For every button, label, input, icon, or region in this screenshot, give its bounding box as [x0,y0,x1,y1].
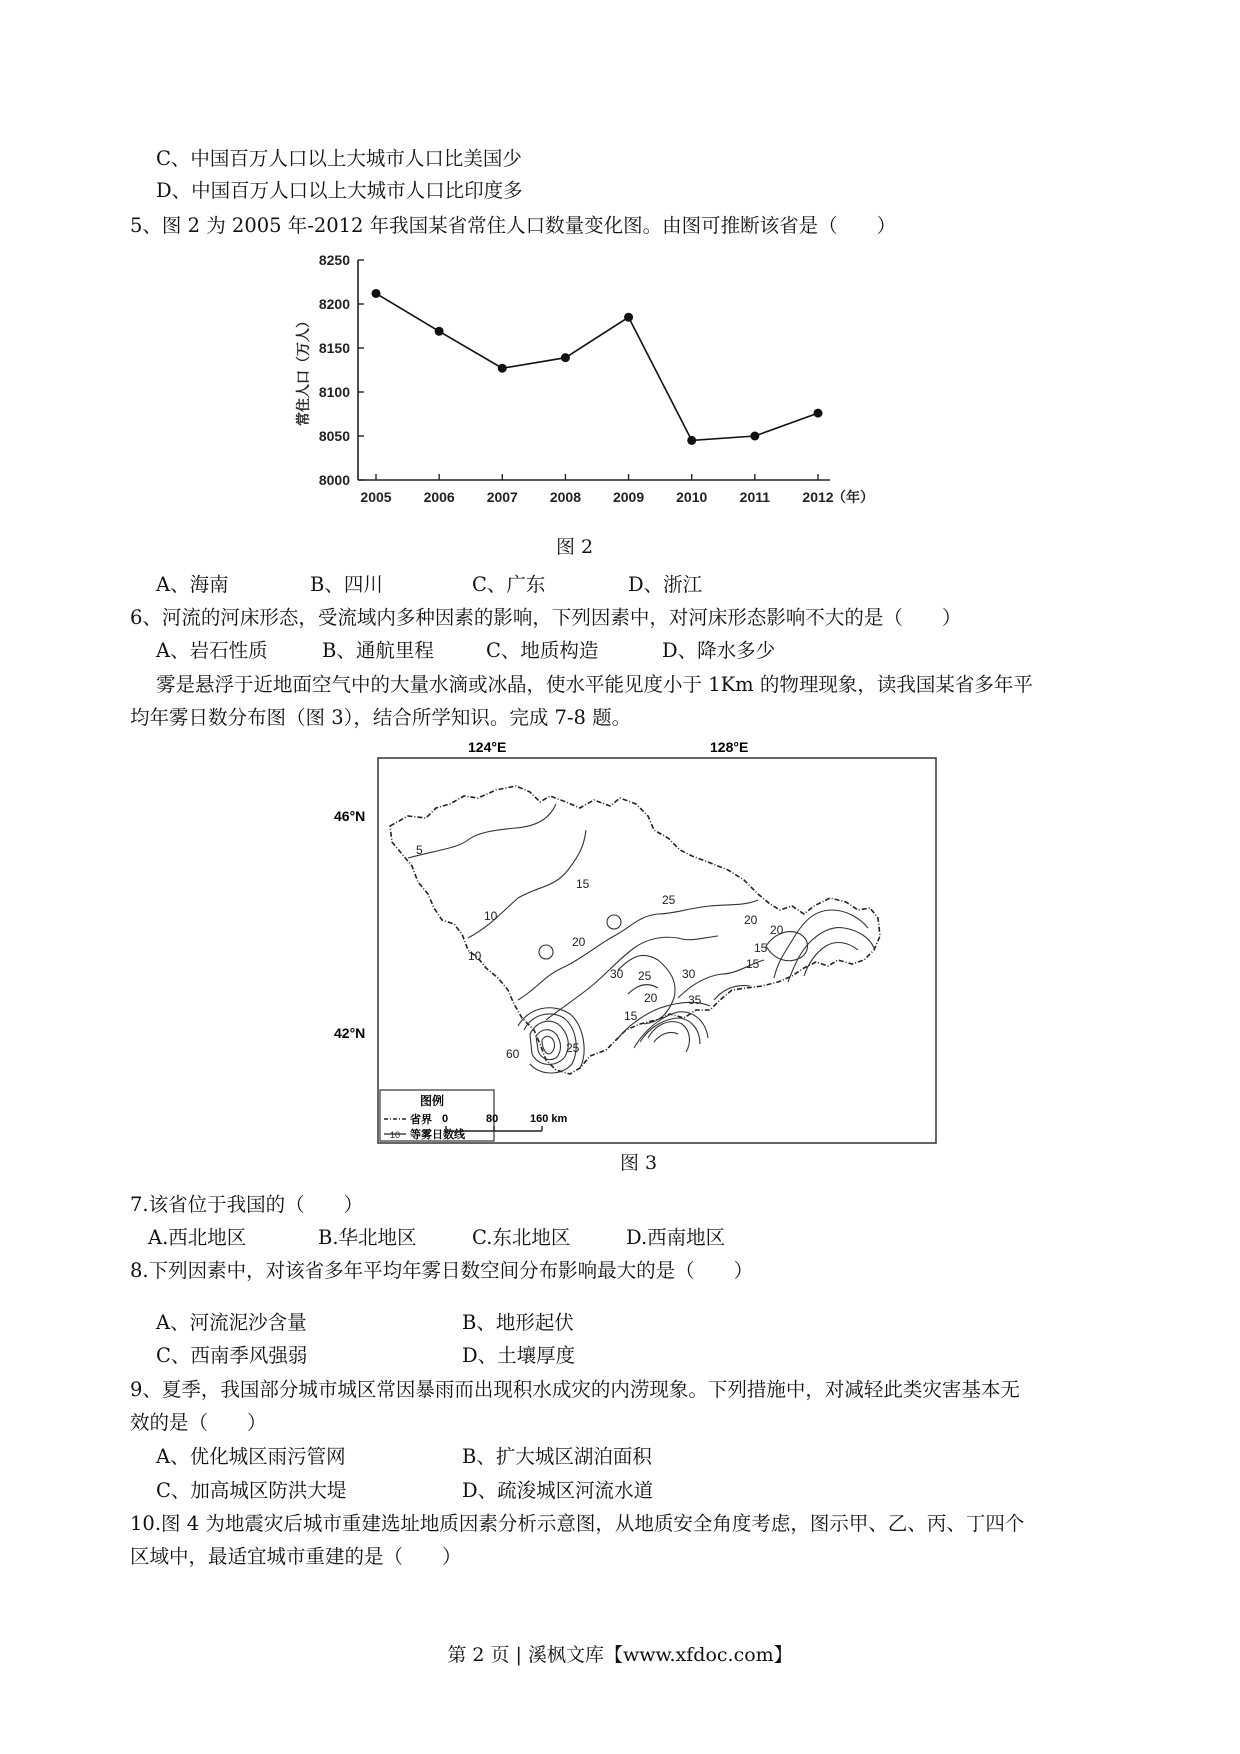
data-point [624,313,633,322]
lat-label-46: 46°N [334,808,366,824]
isoline-label: 20 [770,923,784,937]
chart-y-axis-label: 常住人口（万人） [295,314,311,426]
q9-stem-line-2: 效的是（ ） [130,1411,267,1434]
x-tick-label: 2011 [739,489,771,505]
x-tick-label: 2009 [612,489,645,505]
page-footer: 第 2 页 | 溪枫文库【www.xfdoc.com】 [447,1644,793,1666]
x-tick-label: 2008 [549,489,582,505]
chart-axes [358,260,830,480]
q5-option-c: C、广东 [472,573,546,596]
x-tick-label: 2012 [802,489,834,505]
legend-isoline-label: 等雾日数线 [410,1129,465,1141]
y-tick-label: 8000 [318,472,350,488]
figure-2-caption: 图 2 [556,536,594,558]
passage-line-2: 均年雾日数分布图（图 3），结合所学知识。完成 7-8 题。 [130,706,632,729]
q5-option-a: A、海南 [156,573,229,596]
q9-stem-line-1: 9、夏季，我国部分城市城区常因暴雨而出现积水成灾的内涝现象。下列措施中，对减轻此类灾害基本无 [130,1378,1020,1401]
q4-option-c: C、中国百万人口以上大城市人口比美国少 [156,147,522,170]
isoline-label: 15 [754,941,768,955]
legend-isoline-sample: 10 [390,1130,401,1140]
y-tick-label: 8100 [318,384,350,400]
x-tick-label: 2006 [423,489,455,505]
scale-label: 80 [486,1113,499,1125]
q10-stem-line-1: 10.图 4 为地震灾后城市重建选址地质因素分析示意图，从地质安全角度考虑，图示甲、乙、丙、丁四个 [130,1512,1025,1535]
x-tick-label: 2007 [486,489,518,505]
lon-label-124: 124°E [468,739,507,755]
data-point [750,432,759,441]
legend-boundary-label: 省界 [410,1114,432,1126]
isoline-label: 25 [566,1041,580,1055]
q4-option-d: D、中国百万人口以上大城市人口比印度多 [156,179,523,202]
isoline-label: 20 [744,913,758,927]
fog-days-map [318,738,948,1148]
isoline-label: 5 [416,843,423,857]
q6-option-c: C、地质构造 [486,639,599,662]
q8-option-b: B、地形起伏 [462,1311,574,1334]
q5-stem: 5、图 2 为 2005 年-2012 年我国某省常住人口数量变化图。由图可推断该省是（ ） [130,214,897,237]
map-legend [380,1090,494,1141]
data-point [561,353,570,362]
data-point [687,436,696,445]
isoline-label: 15 [576,877,590,891]
q10-stem-line-2: 区域中，最适宜城市重建的是（ ） [130,1545,462,1568]
q6-option-a: A、岩石性质 [156,639,268,662]
isoline-label: 30 [610,967,624,981]
isoline-label: 10 [468,949,482,963]
chart-ticks [319,252,834,505]
q9-option-c: C、加高城区防洪大堤 [156,1479,347,1502]
q6-option-d: D、降水多少 [662,639,776,662]
y-tick-label: 8050 [318,428,350,444]
q7-option-a: A.西北地区 [148,1226,247,1249]
scale-label: 160 km [530,1113,568,1125]
data-point [814,409,823,418]
y-tick-label: 8200 [318,296,350,312]
isoline-label: 25 [638,969,652,983]
isoline-label: 15 [746,957,760,971]
population-line-chart [295,248,940,518]
isoline-label: 35 [688,993,702,1007]
y-tick-label: 8150 [318,340,350,356]
series-line [376,293,818,440]
q8-option-a: A、河流泥沙含量 [156,1311,307,1334]
chart-series [372,289,823,445]
q9-option-a: A、优化城区雨污管网 [156,1445,346,1468]
scale-label: 0 [442,1113,449,1125]
isoline-label: 20 [644,991,658,1005]
isoline-label: 25 [662,893,676,907]
isoline-label: 20 [572,935,586,949]
q8-option-d: D、土壤厚度 [462,1344,576,1367]
q7-option-c: C.东北地区 [472,1226,571,1249]
q7-stem: 7.该省位于我国的（ ） [130,1193,364,1216]
x-tick-label: 2005 [360,489,392,505]
data-point [372,289,381,298]
passage-line-1: 雾是悬浮于近地面空气中的大量水滴或冰晶，使水平能见度小于 1Km 的物理现象，读我国某省多年平 [156,673,1033,696]
q8-option-c: C、西南季风强弱 [156,1344,308,1367]
q5-option-b: B、四川 [310,573,383,596]
data-point [435,327,444,336]
q6-stem: 6、河流的河床形态，受流域内多种因素的影响，下列因素中，对河床形态影响不大的是（ ） [130,606,962,629]
map-frame [378,758,936,1143]
x-tick-label: 2010 [676,489,708,505]
q6-option-b: B、通航里程 [322,639,434,662]
q9-option-d: D、疏浚城区河流水道 [462,1479,654,1502]
isoline-label: 10 [484,909,498,923]
y-tick-label: 8250 [318,252,350,268]
q9-option-b: B、扩大城区湖泊面积 [462,1445,652,1468]
q8-stem: 8.下列因素中，对该省多年平均年雾日数空间分布影响最大的是（ ） [130,1259,754,1282]
legend-title: 图例 [420,1094,445,1108]
figure-3-caption: 图 3 [620,1152,658,1174]
q7-option-d: D.西南地区 [626,1226,726,1249]
isoline-label: 60 [506,1047,520,1061]
chart-x-unit-label: （年） [832,489,874,505]
lat-label-42: 42°N [334,1025,366,1041]
isoline-label: 15 [624,1009,638,1023]
q7-option-b: B.华北地区 [318,1226,417,1249]
data-point [498,364,507,373]
q5-option-d: D、浙江 [628,573,703,596]
lon-label-128: 128°E [710,739,749,755]
isoline-label: 30 [682,967,696,981]
